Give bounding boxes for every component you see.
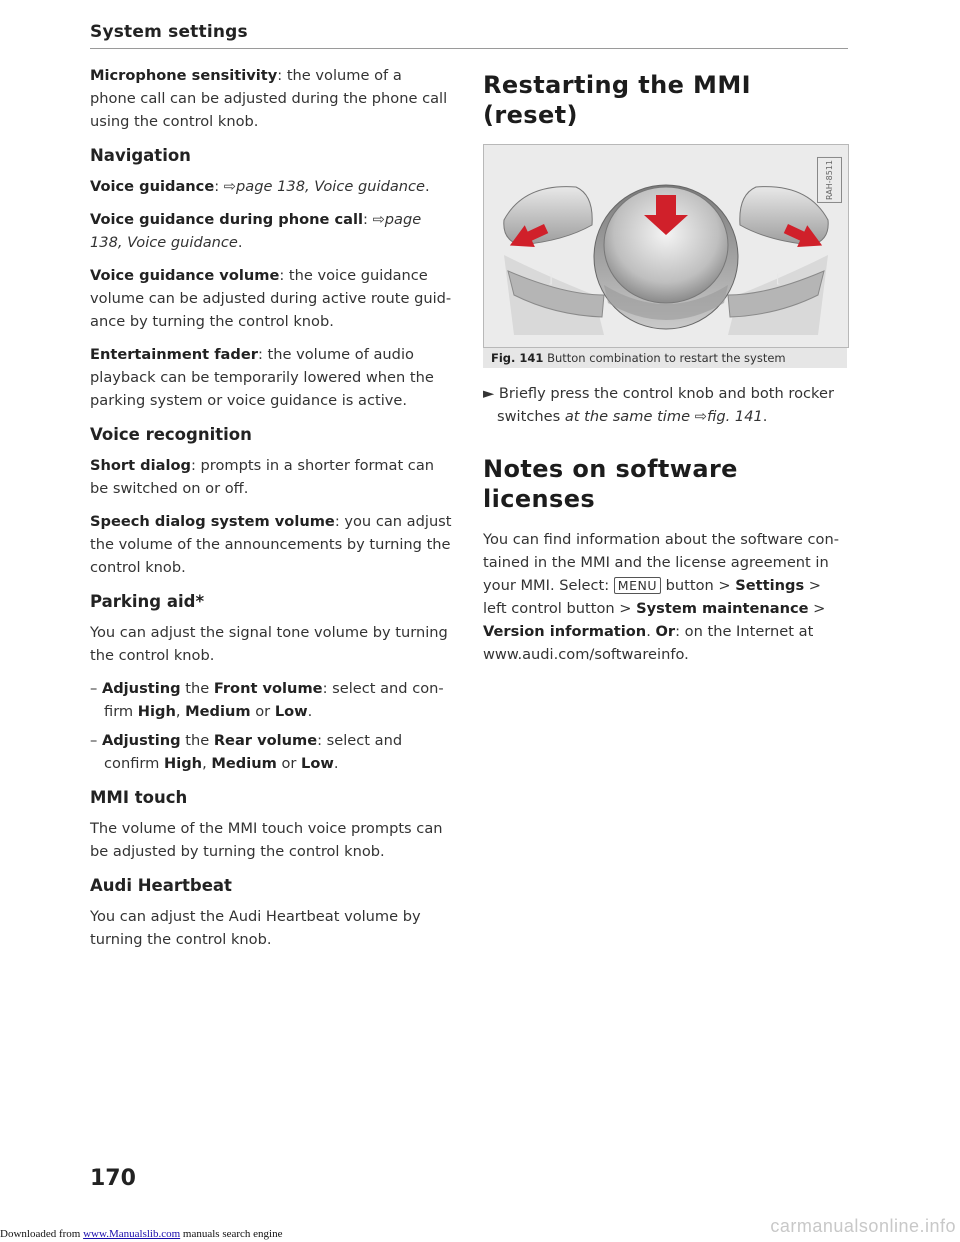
licenses-paragraph: You can find information about the software contained in the MMI and the license agreement in your MMI. Select: MENU button > Settings > left control button > System maintenance > Version information. Or: on the Internet at www.audi.com/softwareinfo.: [483, 531, 839, 663]
restart-instruction: ► Briefly press the control knob and both rocker switches at the same time ⇨fig. 141.: [483, 385, 834, 425]
header-divider: [90, 48, 848, 49]
restart-heading: Restarting the MMI (reset): [483, 71, 751, 129]
navigation-heading: Navigation: [90, 146, 191, 165]
voice-guidance-volume-paragraph: Voice guidance volume: the voice guidance volume can be adjusted during active route guidance by turning the control knob.: [90, 267, 452, 330]
mmi-touch-heading: MMI touch: [90, 788, 188, 807]
watermark: carmanualsonline.info: [770, 1216, 956, 1236]
speech-dialog-paragraph: Speech dialog system volume: you can adjust the volume of the announcements by turning the control knob.: [90, 513, 452, 576]
microphone-paragraph: Microphone sensitivity: the volume of a phone call can be adjusted during the phone call using the control knob.: [90, 67, 448, 130]
parking-aid-heading: Parking aid*: [90, 592, 205, 611]
rear-volume-item: – Adjusting the Rear volume: select and confirm High, Medium or Low.: [90, 732, 403, 772]
figure-caption: Fig. 141 Button combination to restart the system: [483, 348, 847, 368]
mmi-touch-paragraph: The volume of the MMI touch voice prompts can be adjusted by turning the control knob.: [90, 820, 443, 860]
audi-heartbeat-heading: Audi Heartbeat: [90, 876, 232, 895]
arrow-icon: ⇨: [690, 408, 707, 425]
manualslib-link[interactable]: www.Manualslib.com: [83, 1228, 181, 1240]
licenses-heading: Notes on software licenses: [483, 455, 738, 513]
voice-guidance-call-paragraph: Voice guidance during phone call: ⇨page 138, Voice guidance.: [90, 211, 422, 251]
left-button-glyph: ]: [548, 272, 553, 286]
entertainment-fader-paragraph: Entertainment fader: the volume of audio playback can be temporarily lowered when the parking system or voice guidance is active.: [90, 346, 434, 409]
page-number: 170: [90, 1166, 136, 1191]
short-dialog-paragraph: Short dialog: prompts in a shorter format can be switched on or off.: [90, 457, 435, 497]
audi-heartbeat-paragraph: You can adjust the Audi Heartbeat volume by turning the control knob.: [90, 908, 421, 948]
figure-code: RAH-8511: [817, 157, 842, 203]
front-volume-item: – Adjusting the Front volume: select and confirm High, Medium or Low.: [90, 680, 444, 720]
download-notice: Downloaded from www.Manualslib.com manuals search engine: [0, 1228, 283, 1240]
control-knob-illustration: [484, 145, 848, 347]
figure-141: [483, 144, 849, 348]
parking-aid-paragraph: You can adjust the signal tone volume by turning the control knob.: [90, 624, 448, 664]
arrow-icon: ⇨: [372, 211, 385, 228]
right-column: [483, 70, 849, 676]
menu-key: MENU: [614, 577, 661, 594]
voice-guidance-paragraph: Voice guidance: ⇨page 138, Voice guidance.: [90, 178, 430, 195]
step-bullet-icon: ►: [483, 385, 495, 402]
left-column: [90, 64, 452, 961]
page-reference[interactable]: page 138, Voice guidance: [90, 211, 422, 251]
voice-recognition-heading: Voice recognition: [90, 425, 252, 444]
figure-reference[interactable]: fig. 141: [706, 408, 763, 425]
arrow-icon: ⇨: [223, 178, 237, 195]
right-button-glyph: [: [776, 272, 781, 286]
page-reference[interactable]: page 138, Voice guidance: [236, 178, 426, 195]
section-title: System settings: [90, 22, 248, 42]
